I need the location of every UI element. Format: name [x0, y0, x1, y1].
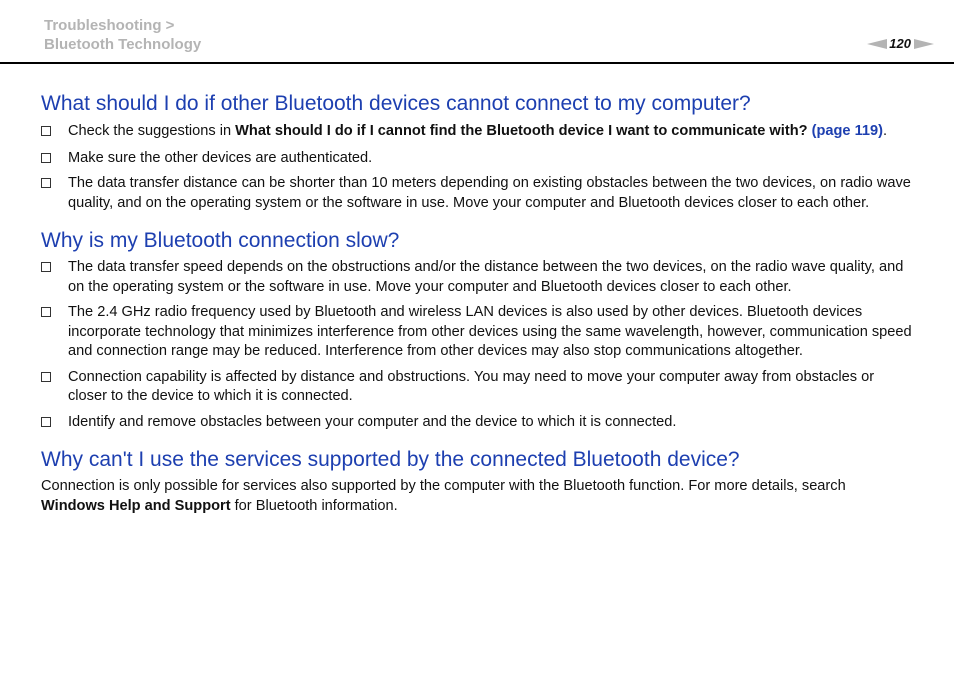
checkbox-bullet-icon — [41, 262, 51, 272]
page-content — [41, 91, 913, 516]
checkbox-bullet-icon — [41, 417, 51, 427]
item-text: Connection capability is affected by distance and obstructions. You may need to move your computer away from obstacles or closer to the device to which it is connected. — [68, 368, 875, 404]
section-heading-services-unsupported: Why can't I use the services supported by the connected Bluetooth device? — [41, 448, 740, 471]
checkbox-bullet-icon — [41, 372, 51, 382]
item-text: The data transfer distance can be shorter than 10 meters depending on existing obstacles between the two devices, on radio wave quality, and on the operating system or the software in use. Move your computer and Bluetooth devices closer to each other. — [68, 175, 911, 211]
checkbox-bullet-icon — [41, 178, 51, 188]
breadcrumb — [44, 16, 201, 54]
list-item — [41, 303, 913, 362]
section3-paragraph — [41, 477, 913, 516]
list-item — [41, 258, 913, 297]
section2-list — [41, 258, 913, 432]
breadcrumb-bluetooth-technology[interactable]: Bluetooth Technology — [44, 36, 202, 53]
list-item — [41, 122, 913, 142]
list-item — [41, 149, 913, 169]
list-item — [41, 368, 913, 407]
page-119-link[interactable]: (page 119) — [811, 123, 883, 139]
item-bold-text: What should I do if I cannot find the Bluetooth device I want to communicate with? — [235, 123, 808, 139]
item-text: Identify and remove obstacles between your computer and the device to which it is connected. — [68, 413, 677, 430]
section1-list — [41, 122, 913, 213]
section-heading-cannot-connect: What should I do if other Bluetooth devices cannot connect to my computer? — [41, 92, 751, 115]
paragraph-text: Connection is only possible for services also supported by the computer with the Bluetooth function. For more details, search — [41, 478, 846, 494]
windows-help-and-support-text: Windows Help and Support — [41, 497, 231, 514]
page-navigation — [867, 36, 934, 52]
prev-page-arrow-icon[interactable] — [867, 39, 887, 49]
item-text-period: . — [882, 123, 888, 139]
item-text: Make sure the other devices are authenticated. — [68, 149, 373, 166]
item-text: The 2.4 GHz radio frequency used by Bluetooth and wireless LAN devices is also used by other devices. Bluetooth devices incorporate technology that minimizes interference from other devices using the same wavelength, however, communication speed and connection range may be reduced. Interference from other devices may also stop communications altogether. — [68, 304, 912, 359]
list-item — [41, 174, 913, 213]
breadcrumb-troubleshooting[interactable]: Troubleshooting > — [44, 17, 175, 34]
page-header — [0, 0, 954, 64]
item-text: The data transfer speed depends on the obstructions and/or the distance between the two devices, on the radio wave quality, and on the operating system or the software in use. Move your computer and Bluetooth devices closer to each other. — [68, 259, 904, 295]
header-divider — [0, 62, 954, 64]
page-number: 120 — [889, 36, 911, 51]
paragraph-text: for Bluetooth information. — [230, 497, 398, 514]
checkbox-bullet-icon — [41, 153, 51, 163]
section-heading-connection-slow: Why is my Bluetooth connection slow? — [41, 229, 400, 252]
checkbox-bullet-icon — [41, 126, 51, 136]
next-page-arrow-icon[interactable] — [914, 39, 934, 49]
checkbox-bullet-icon — [41, 307, 51, 317]
item-text: Check the suggestions in — [68, 123, 236, 139]
list-item — [41, 413, 913, 433]
